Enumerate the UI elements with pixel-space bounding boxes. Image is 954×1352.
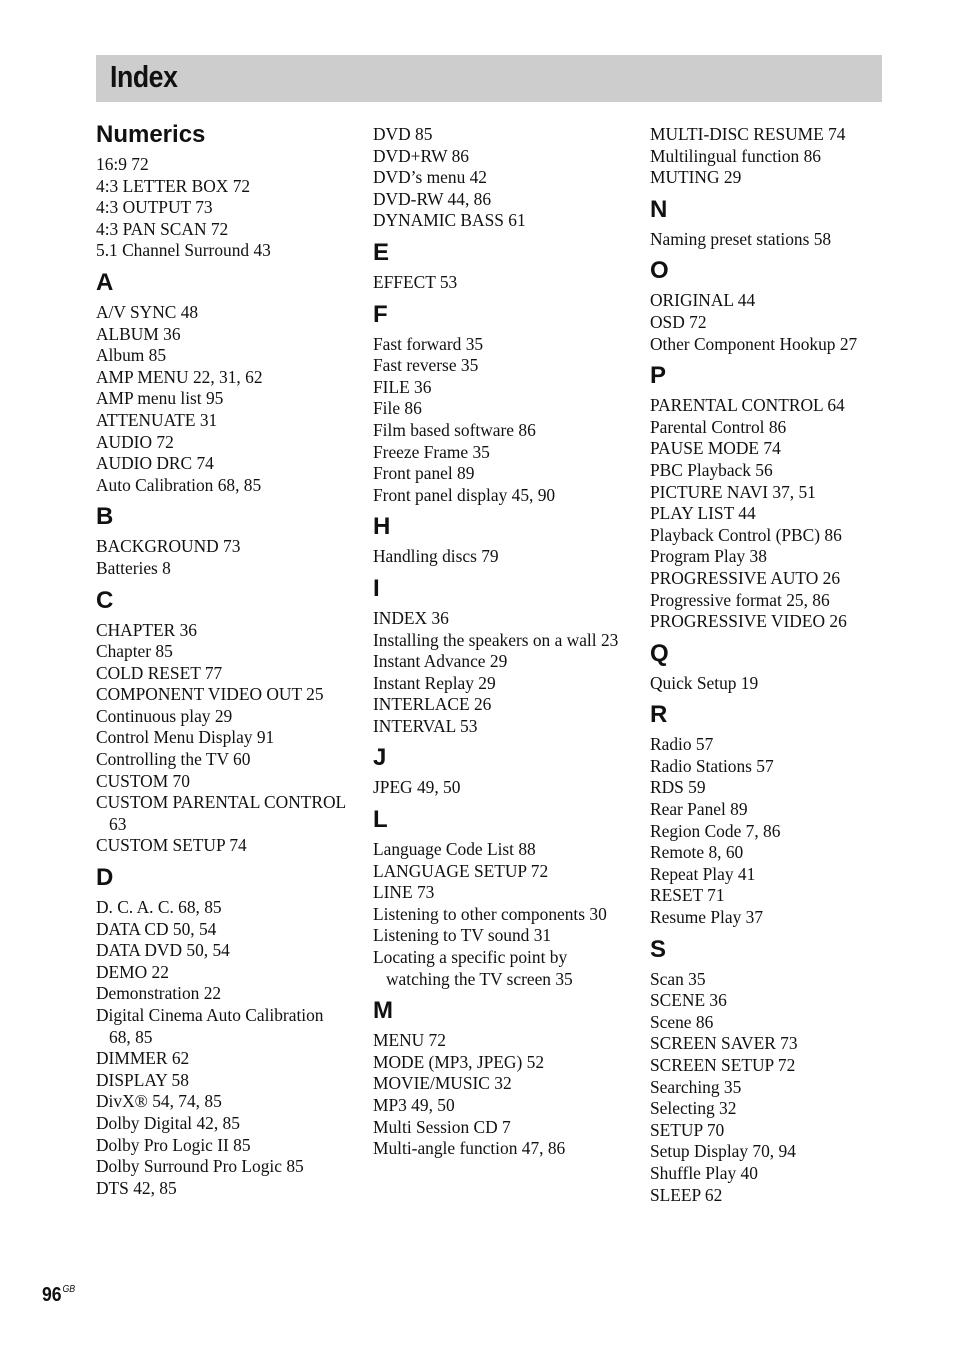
index-entry: Fast reverse 35	[373, 355, 479, 376]
index-entry: Batteries 8	[96, 557, 171, 578]
index-column-3	[650, 122, 910, 1206]
index-entry: RESET 71	[650, 885, 725, 906]
section-letter: M	[373, 997, 393, 1025]
index-entry: Film based software 86	[373, 419, 536, 440]
index-entry: MOVIE/MUSIC 32	[373, 1073, 512, 1094]
index-entry: DYNAMIC BASS 61	[373, 210, 526, 231]
index-entry: INTERLACE 26	[373, 694, 492, 715]
index-section	[650, 702, 910, 928]
section-letter: Numerics	[96, 121, 206, 148]
index-entry: MP3 49, 50	[373, 1095, 455, 1115]
index-entry: INDEX 36	[373, 607, 449, 628]
index-section	[373, 240, 623, 294]
index-entry: Repeat Play 41	[650, 863, 756, 884]
index-entry: AMP menu list 95	[96, 388, 224, 409]
section-letter: A	[96, 268, 114, 296]
index-entry: COMPONENT VIDEO OUT 25	[96, 684, 324, 705]
index-entry: LINE 73	[373, 882, 435, 903]
index-entry: SETUP 70	[650, 1119, 725, 1140]
index-entry: Scan 35	[650, 968, 706, 989]
page-region-suffix: GB	[62, 1284, 76, 1295]
index-entry: Other Component Hookup 27	[650, 333, 858, 354]
index-entry: Control Menu Display 91	[96, 727, 275, 748]
index-entry: 4:3 LETTER BOX 72	[96, 175, 251, 196]
index-entry: Searching 35	[650, 1076, 742, 1097]
index-entry: Naming preset stations 58	[650, 228, 832, 249]
index-entry: D. C. A. C. 68, 85	[96, 897, 222, 918]
index-entry: Selecting 32	[650, 1098, 737, 1119]
index-entry: Multi Session CD 7	[373, 1116, 511, 1137]
section-letter: H	[373, 513, 391, 541]
index-entry: Playback Control (PBC) 86	[650, 524, 842, 545]
index-entry: 4:3 OUTPUT 73	[96, 197, 213, 218]
index-entry: PBC Playback 56	[650, 459, 773, 480]
index-entry: Setup Display 70, 94	[650, 1141, 796, 1162]
index-entry: SCENE 36	[650, 990, 727, 1011]
index-entry: Resume Play 37	[650, 907, 764, 928]
index-entry: SCREEN SAVER 73	[650, 1033, 798, 1054]
index-entry: PARENTAL CONTROL 64	[650, 395, 845, 416]
index-entry: MODE (MP3, JPEG) 52	[373, 1051, 545, 1072]
index-entry: Front panel display 45, 90	[373, 484, 556, 505]
index-entry: Program Play 38	[650, 546, 767, 567]
index-entry: MENU 72	[373, 1030, 446, 1051]
index-entry: FILE 36	[373, 376, 432, 397]
index-entry: Digital Cinema Auto Calibration 68, 85	[96, 1005, 324, 1047]
index-section	[650, 122, 910, 189]
index-entry: INTERVAL 53	[373, 715, 478, 736]
index-entry: OSD 72	[650, 311, 707, 332]
index-entry: Radio Stations 57	[650, 755, 774, 776]
index-entry: Parental Control 86	[650, 416, 787, 437]
index-entry: DVD-RW 44, 86	[373, 188, 492, 209]
index-entry: Dolby Surround Pro Logic 85	[96, 1156, 304, 1177]
index-section	[650, 258, 910, 355]
index-entry: Handling discs 79	[373, 546, 499, 567]
index-section	[96, 504, 346, 579]
index-section	[96, 865, 346, 1199]
index-entry: File 86	[373, 398, 422, 419]
index-entry: Listening to other components 30	[373, 903, 607, 924]
index-entry: Front panel 89	[373, 463, 475, 484]
section-letter: B	[96, 503, 114, 531]
index-entry: A/V SYNC 48	[96, 301, 199, 322]
index-column-1	[96, 122, 346, 1199]
index-entry: Auto Calibration 68, 85	[96, 474, 262, 495]
index-entry: ORIGINAL 44	[650, 290, 756, 311]
index-entry: Progressive format 25, 86	[650, 589, 830, 610]
index-entry: EFFECT 53	[373, 271, 458, 292]
index-entry: LANGUAGE SETUP 72	[373, 860, 549, 881]
index-entry: Region Code 7, 86	[650, 820, 781, 841]
index-entry: AUDIO 72	[96, 431, 174, 452]
index-entry: Language Code List 88	[373, 839, 536, 860]
section-letter: D	[96, 864, 114, 892]
section-letter: E	[373, 238, 390, 266]
index-entry: Radio 57	[650, 734, 714, 755]
index-entry: CUSTOM SETUP 74	[96, 835, 247, 856]
section-letter: R	[650, 701, 668, 729]
index-entry: DISPLAY 58	[96, 1069, 189, 1090]
index-entry: Listening to TV sound 31	[373, 925, 552, 946]
index-entry: PROGRESSIVE AUTO 26	[650, 567, 841, 588]
index-entry: Demonstration 22	[96, 983, 222, 1004]
section-letter: S	[650, 935, 667, 963]
index-entry: COLD RESET 77	[96, 662, 223, 683]
index-title-bar	[96, 55, 882, 102]
section-letter: L	[373, 806, 388, 834]
index-entry: DVD’s menu 42	[373, 167, 487, 188]
index-section	[373, 745, 623, 799]
index-entry: PLAY LIST 44	[650, 503, 756, 524]
index-section	[96, 588, 346, 858]
index-entry: Multi-angle function 47, 86	[373, 1138, 566, 1159]
index-entry: DTS 42, 85	[96, 1177, 177, 1198]
index-entry: Dolby Digital 42, 85	[96, 1112, 240, 1133]
index-entry: CUSTOM 70	[96, 770, 190, 791]
section-letter: I	[373, 574, 380, 602]
section-letter: F	[373, 300, 388, 328]
index-entry: Controlling the TV 60	[96, 749, 251, 770]
index-entry: Installing the speakers on a wall 23	[373, 629, 619, 650]
index-entry: DEMO 22	[96, 961, 169, 982]
page-title: Index	[110, 59, 178, 94]
index-entry: Instant Advance 29	[373, 651, 508, 672]
index-entry: PAUSE MODE 74	[650, 438, 781, 459]
index-entry: SLEEP 62	[650, 1184, 723, 1205]
index-entry: RDS 59	[650, 777, 706, 798]
index-section	[650, 937, 910, 1207]
index-column-2	[373, 122, 623, 1160]
index-entry: AUDIO DRC 74	[96, 453, 214, 474]
index-section	[373, 302, 623, 507]
section-letter: J	[373, 744, 387, 772]
index-section	[96, 122, 346, 262]
index-entry: DVD+RW 86	[373, 145, 469, 166]
index-entry: SCREEN SETUP 72	[650, 1055, 796, 1075]
index-entry: PROGRESSIVE VIDEO 26	[650, 611, 847, 632]
index-section	[373, 576, 623, 738]
index-section	[650, 641, 910, 695]
index-entry: DIMMER 62	[96, 1048, 190, 1069]
index-entry: Fast forward 35	[373, 333, 484, 354]
section-letter: C	[96, 586, 114, 614]
section-letter: N	[650, 195, 668, 223]
index-entry: Freeze Frame 35	[373, 441, 490, 462]
index-section	[96, 270, 346, 496]
index-section	[373, 514, 623, 568]
index-entry: MUTING 29	[650, 167, 742, 188]
section-letter: Q	[650, 639, 669, 667]
index-entry: CUSTOM PARENTAL CONTROL 63	[96, 792, 346, 834]
index-entry: Shuffle Play 40	[650, 1162, 758, 1183]
index-entry: ALBUM 36	[96, 323, 181, 344]
index-entry: Scene 86	[650, 1011, 714, 1032]
index-section	[373, 998, 623, 1160]
index-entry: 16:9 72	[96, 154, 149, 174]
index-entry: Rear Panel 89	[650, 799, 748, 820]
index-entry: DVD 85	[373, 124, 433, 144]
index-entry: JPEG 49, 50	[373, 777, 461, 798]
index-entry: Instant Replay 29	[373, 672, 496, 693]
index-entry: DATA CD 50, 54	[96, 918, 217, 939]
index-entry: Locating a specific point by watching the TV screen 35	[373, 947, 573, 989]
index-section	[650, 363, 910, 633]
index-section	[650, 197, 910, 251]
index-entry: Multilingual function 86	[650, 145, 821, 166]
index-entry: Continuous play 29	[96, 705, 233, 726]
index-entry: MULTI-DISC RESUME 74	[650, 124, 846, 144]
index-entry: 5.1 Channel Surround 43	[96, 240, 271, 261]
section-letter: P	[650, 362, 667, 390]
index-entry: CHAPTER 36	[96, 619, 197, 640]
index-entry: BACKGROUND 73	[96, 536, 241, 557]
index-entry: 4:3 PAN SCAN 72	[96, 218, 229, 239]
page-number: $96^{GB}$	[42, 1284, 76, 1306]
index-entry: DivX® 54, 74, 85	[96, 1091, 222, 1112]
index-entry: Album 85	[96, 345, 167, 366]
index-entry: Quick Setup 19	[650, 672, 759, 693]
index-entry: PICTURE NAVI 37, 51	[650, 481, 816, 502]
index-section	[373, 807, 623, 990]
index-entry: DATA DVD 50, 54	[96, 940, 230, 961]
index-entry: Dolby Pro Logic II 85	[96, 1134, 251, 1155]
index-entry: Chapter 85	[96, 641, 173, 662]
index-entry: Remote 8, 60	[650, 842, 744, 863]
index-entry: AMP MENU 22, 31, 62	[96, 366, 263, 387]
index-section	[373, 122, 623, 232]
index-entry: ATTENUATE 31	[96, 409, 218, 430]
section-letter: O	[650, 257, 669, 285]
